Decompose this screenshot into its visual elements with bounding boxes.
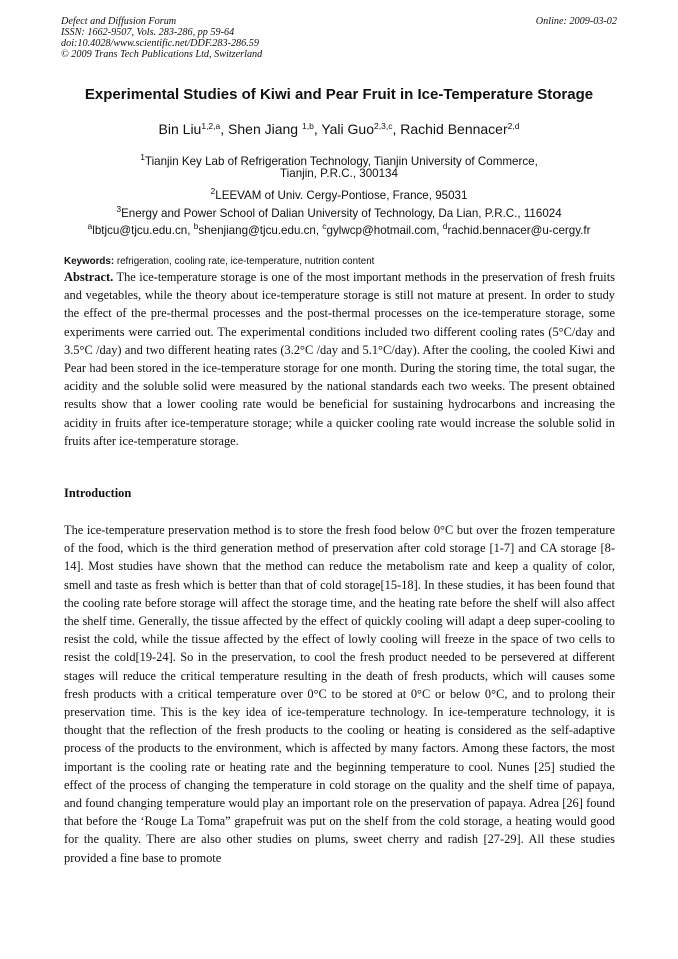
copyright-line: © 2009 Trans Tech Publications Ltd, Switzerland	[61, 49, 263, 60]
author-name: Shen Jiang	[228, 121, 302, 137]
abstract	[64, 268, 615, 450]
online-date: Online: 2009-03-02	[535, 16, 617, 27]
affiliation-1-cont: Tianjin, P.R.C., 300134	[280, 167, 398, 180]
affiliation-1: $^1$Tianjin Key Lab of Refrigeration Technology, Tianjin University of Commerce,	[140, 152, 538, 168]
introduction-paragraph: The ice-temperature preservation method is to store the fresh food below 0°C but over the frozen temperature of the food, which is the third generation method of preservation after cold storage [1-7] and CA storage [8-14]. Most studies have shown that the method can reduce the metabolism rate and keep a quality of color, smell and taste as fresh which is better than that of cold storage[15-18]. In these studies, it has been found that the cooling rate before storage will affect the storage time, and the heating rate before the shelf will also affect the shelf time. Generally, the tissue affected by the effect of quickly cooling will adapt a deep super-cooling to resist the cold, while the tissue affected by the effect of lowly cooling will freeze in the space of two cells to resist the cold[19-24]. So in the preservation, to cool the fresh product needed to be persevered at different stages will reduce the critical temperature resulting in the death of fresh products, which will causes some fresh products with a critical temperature over 0°C to be stored at 0°C or below 0°C, and to prolong their preservation time. This is the key idea of ice-temperature technology. In ice-temperature technology, it is thought that the reflection of the fresh products to the cooling or heating is considered as the self-adaptive process of the products to the environment, which is affected by many factors. Among these factors, the most important is the cooling rate or heating rate and the beginning temperature to cool. Nunes [25] studied the effect of the process of changing the temperature in cold storage on the quality and the shelf time of papaya, and found changing temperature would play an important role on the preservation of papaya. Adrea [26] found that before the ‘Rouge La Toma” grapefruit was put on the shelf from the cold storage, a heating would good for the quality. There are also other studies on plums, sweet cherry and radish [27-29]. All these studies provided a fine base to promote	[64, 523, 615, 865]
journal-name: Defect and Diffusion Forum	[61, 16, 177, 27]
author-sup: 1,2,a	[201, 121, 221, 131]
email-link[interactable]: gylwcp@hotmail.com,	[326, 224, 443, 237]
author-name: Bin Liu	[158, 121, 202, 137]
author-name: Yali Guo	[321, 121, 375, 137]
email-link[interactable]: rachid.bennacer@u-cergy.fr	[447, 224, 591, 237]
keywords	[64, 256, 374, 267]
running-header	[61, 16, 617, 60]
author-sup: 2,d	[507, 121, 520, 131]
section-heading-introduction: Introduction	[64, 486, 132, 500]
author-sup: 2,3,c	[374, 121, 393, 131]
author-list: Bin Liu$^{1,2,a}$, Shen Jiang $^{1,b}$, Yali Guo$^{2,3,c}$, Rachid Bennacer$^{2,d}$	[158, 121, 520, 137]
email-list: $^a$lbtjcu@tjcu.edu.cn, $^b$shenjiang@tjcu.edu.cn, $^c$gylwcp@hotmail.com, $^d$rachid.bennacer@u-cergy.fr	[87, 221, 591, 237]
paper-title: Experimental Studies of Kiwi and Pear Fruit in Ice-Temperature Storage	[84, 86, 594, 103]
keywords-text: refrigeration, cooling rate, ice-temperature, nutrition content	[114, 256, 375, 267]
author-name: Rachid Bennacer	[400, 121, 508, 137]
author-sup: 1,b	[301, 121, 314, 131]
abstract-text: The ice-temperature storage is one of the most important methods in the preservation of fresh fruits and vegetables, while the theory about ice-temperature storage is still not mature at present. In order to study the effect of the pre-thermal processes and the post-thermal processes on the ice-temperature storage, some experiments were carried out. The experimental conditions included two different cooling rates (5°C/day and 3.5°C /day) and two different heating rates (3.2°C /day and 5.1°C/day). After the cooling, the cooled Kiwi and Pear had been stored in the ice-temperature storage for one month. During the storing time, the total sugar, the acidity and the soluble solid were measured by the national standards each two weeks. The present obtained results show that a lower cooling rate would be beneficial for sustaining hydrocarbons and increasing the acidity in fruits after ice-temperature storage; while a quicker cooling rate would increase the soluble solid in fruits after ice-temperature storage.	[64, 270, 615, 448]
email-link[interactable]: lbtjcu@tjcu.edu.cn,	[92, 224, 194, 237]
keywords-label: Keywords:	[64, 256, 115, 267]
doi-line: doi:10.4028/www.scientific.net/DDF.283-286.59	[61, 38, 259, 49]
issn-line: ISSN: 1662-9507, Vols. 283-286, pp 59-64	[61, 27, 235, 38]
affiliation-3: $^3$Energy and Power School of Dalian University of Technology, Da Lian, P.R.C., 116024	[116, 204, 562, 220]
email-link[interactable]: shenjiang@tjcu.edu.cn,	[198, 224, 323, 237]
abstract-label: Abstract.	[64, 270, 114, 284]
affiliation-2: $^2$LEEVAM of Univ. Cergy-Pontiose, France, 95031	[210, 186, 468, 202]
